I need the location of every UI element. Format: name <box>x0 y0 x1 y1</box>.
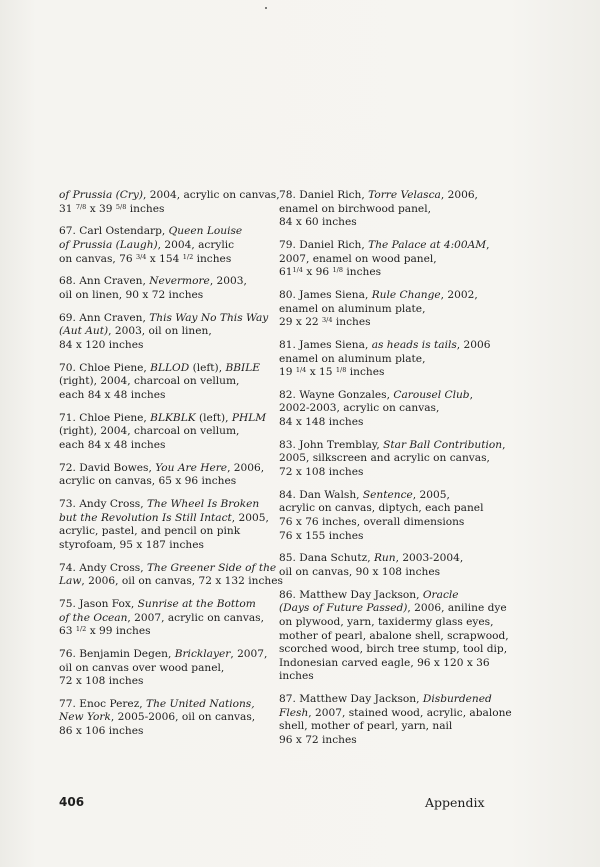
entry-text: inches <box>342 266 382 279</box>
artwork-title: (Aut Aut) <box>59 325 109 338</box>
entry-text: 70. Chloe Piene, <box>59 361 151 374</box>
catalog-entry <box>279 339 515 380</box>
entry-text: oil on linen, 90 x 72 inches <box>59 288 204 301</box>
entry-text: inches <box>193 252 232 265</box>
catalog-entry <box>59 362 291 403</box>
entry-line <box>59 412 291 426</box>
entry-line <box>279 203 515 217</box>
catalog-entry <box>279 389 515 430</box>
entry-line <box>59 239 291 253</box>
entry-text: (right), 2004, charcoal on vellum, <box>59 375 240 388</box>
entry-line <box>279 239 515 253</box>
entry-line <box>279 566 515 580</box>
entry-text: 84 x 120 inches <box>59 338 144 351</box>
entry-text: x 39 <box>86 202 116 215</box>
entry-line <box>279 339 515 353</box>
section-title: Appendix <box>425 795 485 810</box>
entry-text: (left), <box>189 361 226 374</box>
artwork-title: Run <box>373 552 396 565</box>
entry-text: 78. Daniel Rich, <box>279 189 369 201</box>
entry-line <box>279 657 515 671</box>
entry-text: 69. Ann Craven, <box>59 311 150 324</box>
catalog-entry <box>59 562 291 589</box>
fraction: 1/8 <box>335 366 347 375</box>
artwork-title: The United Nations, <box>146 697 255 710</box>
entry-text: inches <box>126 202 165 215</box>
catalog-entry <box>279 489 515 543</box>
dust-speck <box>265 7 267 9</box>
entry-text: 67. Carl Ostendarp, <box>59 225 169 238</box>
entry-line <box>59 598 291 612</box>
entry-text: , 2003, oil on linen, <box>108 325 212 338</box>
entry-line <box>59 698 291 712</box>
catalog-entry <box>59 648 291 689</box>
entry-line <box>59 675 291 689</box>
entry-line <box>279 489 515 503</box>
entry-text: 68. Ann Craven, <box>59 275 150 288</box>
entry-line <box>59 375 291 389</box>
entry-line <box>59 539 291 553</box>
entry-text: 2007, enamel on wood panel, <box>279 252 437 265</box>
entry-text: , 2002, <box>440 288 478 301</box>
entry-line <box>59 312 291 326</box>
entry-line <box>279 589 515 603</box>
entry-text: 75. Jason Fox, <box>59 597 138 610</box>
fraction: 3/4 <box>135 252 147 261</box>
entry-line <box>279 402 515 416</box>
artwork-title: BLLOD <box>150 361 190 374</box>
page-number: 406 <box>59 795 85 809</box>
entry-line <box>59 512 291 526</box>
entry-text: , 2005, <box>231 511 269 524</box>
entry-text: 2005, silkscreen and acrylic on canvas, <box>279 452 490 465</box>
left-column <box>59 189 291 748</box>
entry-line <box>59 711 291 725</box>
entry-line <box>279 643 515 657</box>
entry-text: 84 x 148 inches <box>279 416 364 429</box>
artwork-title: Star Ball Contribution <box>383 438 503 451</box>
artwork-title: of the Ocean <box>59 611 128 624</box>
entry-text: acrylic, pastel, and pencil on pink <box>59 525 241 538</box>
entry-text: enamel on aluminum plate, <box>279 302 426 315</box>
catalog-entry <box>279 189 515 230</box>
entry-line <box>59 525 291 539</box>
entry-line <box>59 253 291 267</box>
entry-text: scorched wood, birch tree stump, tool dip, <box>279 643 508 656</box>
entry-line <box>59 339 291 353</box>
entry-line <box>279 466 515 480</box>
entry-line <box>279 266 515 280</box>
artwork-title: Rule Change <box>371 288 441 301</box>
entry-text: 29 x 22 <box>279 316 323 329</box>
entry-text: 87. Matthew Day Jackson, <box>279 693 423 706</box>
entry-line <box>279 693 515 707</box>
fraction: 1/2 <box>182 252 194 261</box>
artwork-title: You Are Here <box>155 461 228 474</box>
entry-text: 19 <box>279 366 296 379</box>
entry-line <box>279 289 515 303</box>
entry-line <box>59 325 291 339</box>
entry-text: on canvas, 76 <box>59 252 136 265</box>
catalog-entry <box>279 589 515 684</box>
entry-line <box>279 189 515 203</box>
entry-line <box>279 452 515 466</box>
artwork-title: This Way No This Way <box>149 311 269 324</box>
catalog-entry <box>279 239 515 280</box>
entry-text: oil on canvas, 90 x 108 inches <box>279 565 441 578</box>
entry-line <box>59 389 291 403</box>
entry-text: acrylic on canvas, 65 x 96 inches <box>59 475 237 488</box>
entry-text: 61 <box>279 266 293 279</box>
entry-text: 83. John Tremblay, <box>279 438 384 451</box>
artwork-title: Law <box>59 575 82 588</box>
catalog-entry <box>59 275 291 302</box>
artwork-title: PHLM <box>231 411 267 424</box>
entry-line <box>59 648 291 662</box>
entry-line <box>59 575 291 589</box>
entry-text: 81. James Siena, <box>279 338 372 351</box>
entry-text: x 154 <box>146 252 183 265</box>
entry-line <box>279 439 515 453</box>
right-column <box>279 189 515 757</box>
fraction: 7/8 <box>75 202 87 211</box>
entry-text: 72 x 108 inches <box>59 675 144 688</box>
entry-text: , 2005-2006, oil on canvas, <box>110 711 256 724</box>
artwork-title: Sentence <box>362 488 413 501</box>
entry-line <box>279 303 515 317</box>
entry-line <box>279 366 515 380</box>
entry-line <box>279 630 515 644</box>
entry-text: inches <box>332 316 371 329</box>
entry-text: , 2007, <box>230 647 268 660</box>
entry-text: 76. Benjamin Degen, <box>59 647 175 660</box>
entry-text: 63 <box>59 625 76 638</box>
artwork-title: but the Revolution Is Still Intact <box>59 511 232 524</box>
entry-text: 77. Enoc Perez, <box>59 697 147 710</box>
entry-text: 79. Daniel Rich, <box>279 238 369 251</box>
fraction: 1/4 <box>295 366 307 375</box>
entry-text: on plywood, yarn, taxidermy glass eyes, <box>279 615 494 628</box>
fraction: 1/8 <box>332 266 343 275</box>
entry-text: (left), <box>195 411 232 424</box>
entry-text: acrylic on canvas, diptych, each panel <box>279 502 484 515</box>
entry-line <box>279 734 515 748</box>
entry-line <box>279 389 515 403</box>
artwork-title: The Palace at 4:00AM <box>368 238 487 251</box>
entry-line <box>279 670 515 684</box>
entry-text: shell, mother of pearl, yarn, nail <box>279 720 453 733</box>
fraction: 1/4 <box>292 266 303 275</box>
entry-text: each 84 x 48 inches <box>59 438 166 451</box>
entry-text: 76 x 76 inches, overall dimensions <box>279 516 465 528</box>
entry-line <box>279 516 515 530</box>
catalog-entry <box>59 225 291 266</box>
artwork-title: Sunrise at the Bottom <box>137 597 256 610</box>
catalog-entry <box>59 498 291 552</box>
entry-text: , 2003, <box>209 275 247 288</box>
entry-line <box>279 602 515 616</box>
entry-line <box>59 612 291 626</box>
entry-line <box>279 216 515 230</box>
entry-line <box>59 725 291 739</box>
catalog-entry <box>279 439 515 480</box>
catalog-entry <box>279 552 515 579</box>
entry-text: , <box>469 388 473 401</box>
artwork-title: BBILE <box>225 361 260 374</box>
entry-line <box>279 416 515 430</box>
entry-text: 74. Andy Cross, <box>59 561 147 574</box>
artwork-title: Disburdened <box>422 693 492 706</box>
entry-text: , 2005, <box>412 488 450 501</box>
entry-line <box>59 625 291 639</box>
artwork-title: Queen Louise <box>168 225 243 238</box>
catalog-entry <box>279 289 515 330</box>
entry-text: 82. Wayne Gonzales, <box>279 388 394 401</box>
artwork-title: (Days of Future Passed) <box>279 602 408 615</box>
entry-line <box>279 530 515 544</box>
entry-text: 85. Dana Schutz, <box>279 552 374 565</box>
entry-line <box>279 353 515 367</box>
entry-text: mother of pearl, abalone shell, scrapwood, <box>279 629 509 642</box>
entry-line <box>59 562 291 576</box>
entry-text: , 2006, <box>227 461 265 474</box>
entry-line <box>59 362 291 376</box>
entry-text: , 2007, acrylic on canvas, <box>127 611 264 624</box>
entry-text: enamel on aluminum plate, <box>279 352 426 365</box>
entry-text: 71. Chloe Piene, <box>59 411 151 424</box>
artwork-title: Flesh <box>279 706 309 719</box>
entry-line <box>59 475 291 489</box>
entry-line <box>279 720 515 734</box>
entry-text: oil on canvas over wood panel, <box>59 661 225 674</box>
entry-text: Indonesian carved eagle, 96 x 120 x 36 <box>279 656 490 669</box>
entry-text: 86 x 106 inches <box>59 725 144 738</box>
entry-line <box>59 498 291 512</box>
entry-line <box>59 203 291 217</box>
entry-text: , <box>486 238 490 251</box>
entry-text: , 2004, acrylic <box>157 238 235 251</box>
catalog-entry <box>59 412 291 453</box>
catalog-entry <box>279 693 515 747</box>
entry-line <box>59 275 291 289</box>
fraction: 5/8 <box>115 202 127 211</box>
entry-text: 96 x 72 inches <box>279 733 357 746</box>
entry-text: , 2003-2004, <box>395 552 464 565</box>
entry-text: each 84 x 48 inches <box>59 388 166 401</box>
entry-text: , <box>502 438 506 451</box>
entry-text: 86. Matthew Day Jackson, <box>279 588 423 601</box>
entry-line <box>59 462 291 476</box>
entry-line <box>59 662 291 676</box>
entry-line <box>59 425 291 439</box>
artwork-title: BLKBLK <box>150 411 196 424</box>
catalog-entry <box>59 698 291 739</box>
entry-text: 2002-2003, acrylic on canvas, <box>279 402 440 415</box>
catalog-entry <box>59 462 291 489</box>
artwork-title: Nevermore <box>149 275 210 288</box>
entry-text: x 15 <box>306 366 336 379</box>
entry-line <box>279 316 515 330</box>
entry-text: 31 <box>59 202 76 215</box>
artwork-title: Carousel Club <box>393 388 470 401</box>
entry-text: (right), 2004, charcoal on vellum, <box>59 425 240 438</box>
artwork-title: The Greener Side of the <box>146 561 277 574</box>
catalog-entry <box>59 598 291 639</box>
entry-line <box>279 253 515 267</box>
entry-line <box>59 225 291 239</box>
entry-text: , 2004, acrylic on canvas, <box>143 189 280 201</box>
entry-line <box>59 289 291 303</box>
artwork-title: of Prussia (Cry) <box>59 189 144 201</box>
entry-text: 72. David Bowes, <box>59 461 156 474</box>
artwork-title: The Wheel Is Broken <box>146 498 260 510</box>
entry-line <box>279 552 515 566</box>
entry-text: , 2006, oil on canvas, 72 x 132 inches <box>81 575 283 588</box>
entry-text: , 2006, <box>440 189 478 201</box>
entry-text: styrofoam, 95 x 187 inches <box>59 538 204 551</box>
artwork-title: New York <box>59 711 111 724</box>
entry-text: 84 x 60 inches <box>279 216 357 229</box>
entry-text: , 2006 <box>456 338 491 351</box>
entry-text: 76 x 155 inches <box>279 529 364 542</box>
entry-line <box>59 189 291 203</box>
entry-text: 84. Dan Walsh, <box>279 488 363 501</box>
entry-text: 72 x 108 inches <box>279 466 364 479</box>
fraction: 3/4 <box>322 316 333 325</box>
entry-text: 80. James Siena, <box>279 288 372 301</box>
entry-text: 73. Andy Cross, <box>59 498 147 510</box>
fraction: 1/2 <box>75 625 87 634</box>
artwork-title: of Prussia (Laugh) <box>59 238 158 251</box>
entry-text: , 2006, aniline dye <box>407 602 507 615</box>
entry-line <box>279 502 515 516</box>
catalog-entry <box>59 312 291 353</box>
entry-line <box>279 616 515 630</box>
entry-text: x 96 <box>302 266 333 279</box>
catalog-entry <box>59 189 291 216</box>
artwork-title: Oracle <box>422 588 459 601</box>
artwork-title: Bricklayer <box>174 647 231 660</box>
artwork-title: as heads is tails <box>371 338 457 351</box>
entry-text: , 2007, stained wood, acrylic, abalone <box>308 706 512 719</box>
entry-text: x 99 inches <box>86 625 151 638</box>
entry-text: inches <box>279 670 314 683</box>
entry-line <box>279 707 515 721</box>
entry-line <box>59 439 291 453</box>
entry-text: enamel on birchwood panel, <box>279 202 431 215</box>
artwork-title: Torre Velasca <box>368 189 441 201</box>
entry-text: inches <box>346 366 385 379</box>
